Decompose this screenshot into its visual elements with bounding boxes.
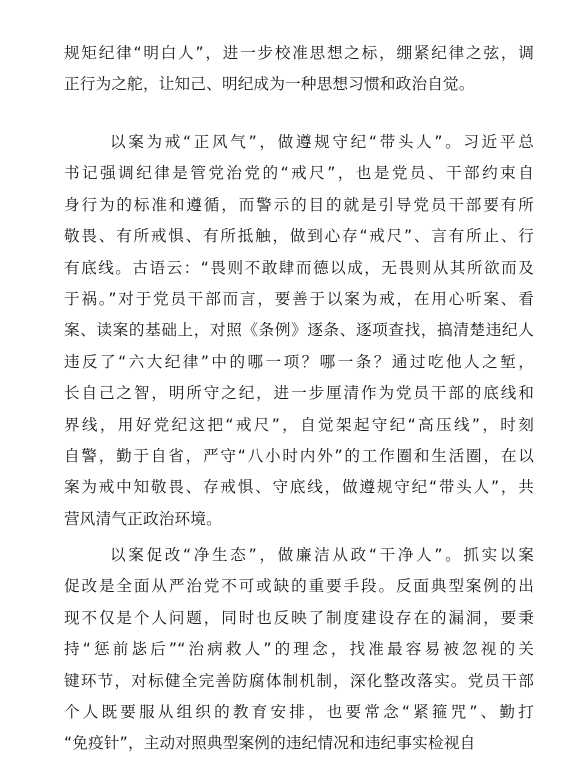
text-line: 书记强调纪律是管党治党的“戒尺”，也是党员、干部约束自 [64,164,534,183]
text-line: 身行为的标准和遵循，而警示的目的就是引导党员干部要有所 [64,195,534,214]
text-line: 有底线。古语云：“畏则不敢肆而德以成，无畏则从其所欲而及 [64,258,534,277]
text-line: 长自己之智，明所守之纪，进一步厘清作为党员干部的底线和 [64,384,534,403]
text-line: 营风清气正政治环境。 [64,509,222,528]
text-line: 规矩纪律“明白人”，进一步校准思想之标，绷紧纪律之弦，调 [64,44,534,62]
text-line: 键环节，对标健全完善防腐体制机制，深化整改落实。党员干部 [64,671,534,690]
text-line: “免疫针”，主动对照典型案例的违纪情况和违纪事实检视自 [64,734,476,753]
paragraph-3 [64,540,534,760]
text-line: 于祸。”对于党员干部而言，要善于以案为戒，在用心听案、看 [64,289,534,308]
text-line: 案、读案的基础上，对照《条例》逐条、逐项查找，搞清楚违纪人 [64,321,534,340]
text-line: 违反了“六大纪律”中的哪一项？哪一条？通过吃他人之堑， [64,352,534,371]
text-line: 现不仅是个人问题，同时也反映了制度建设存在的漏洞，要秉 [64,608,534,627]
text-line: 案为戒中知敬畏、存戒惧、守底线，做遵规守纪“带头人”，共 [64,478,534,497]
paragraph-2 [64,127,534,535]
text-line: 自警，勤于自省，严守“八小时内外”的工作圈和生活圈，在以 [64,446,534,465]
text-line: 以案促改“净生态”，做廉洁从政“干净人”。抓实以案 [110,546,534,564]
text-line: 持“惩前毖后”“治病救人”的理念，找准最容易被忽视的关 [64,640,534,659]
paragraph-1 [64,38,534,101]
text-line: 促改是全面从严治党不可或缺的重要手段。反面典型案例的出 [64,577,534,596]
text-line: 个人既要服从组织的教育安排，也要常念“紧箍咒”、勤打 [64,702,534,721]
text-line: 正行为之舵，让知己、明纪成为一种思想习惯和政治自觉。 [64,75,475,94]
text-line: 以案为戒“正风气”，做遵规守纪“带头人”。习近平总 [110,133,534,151]
text-line: 敬畏、有所戒惧、有所抵触，做到心存“戒尺”、言有所止、行 [64,227,534,246]
text-line: 界线，用好党纪这把“戒尺”，自觉架起守纪“高压线”，时刻 [64,415,534,434]
